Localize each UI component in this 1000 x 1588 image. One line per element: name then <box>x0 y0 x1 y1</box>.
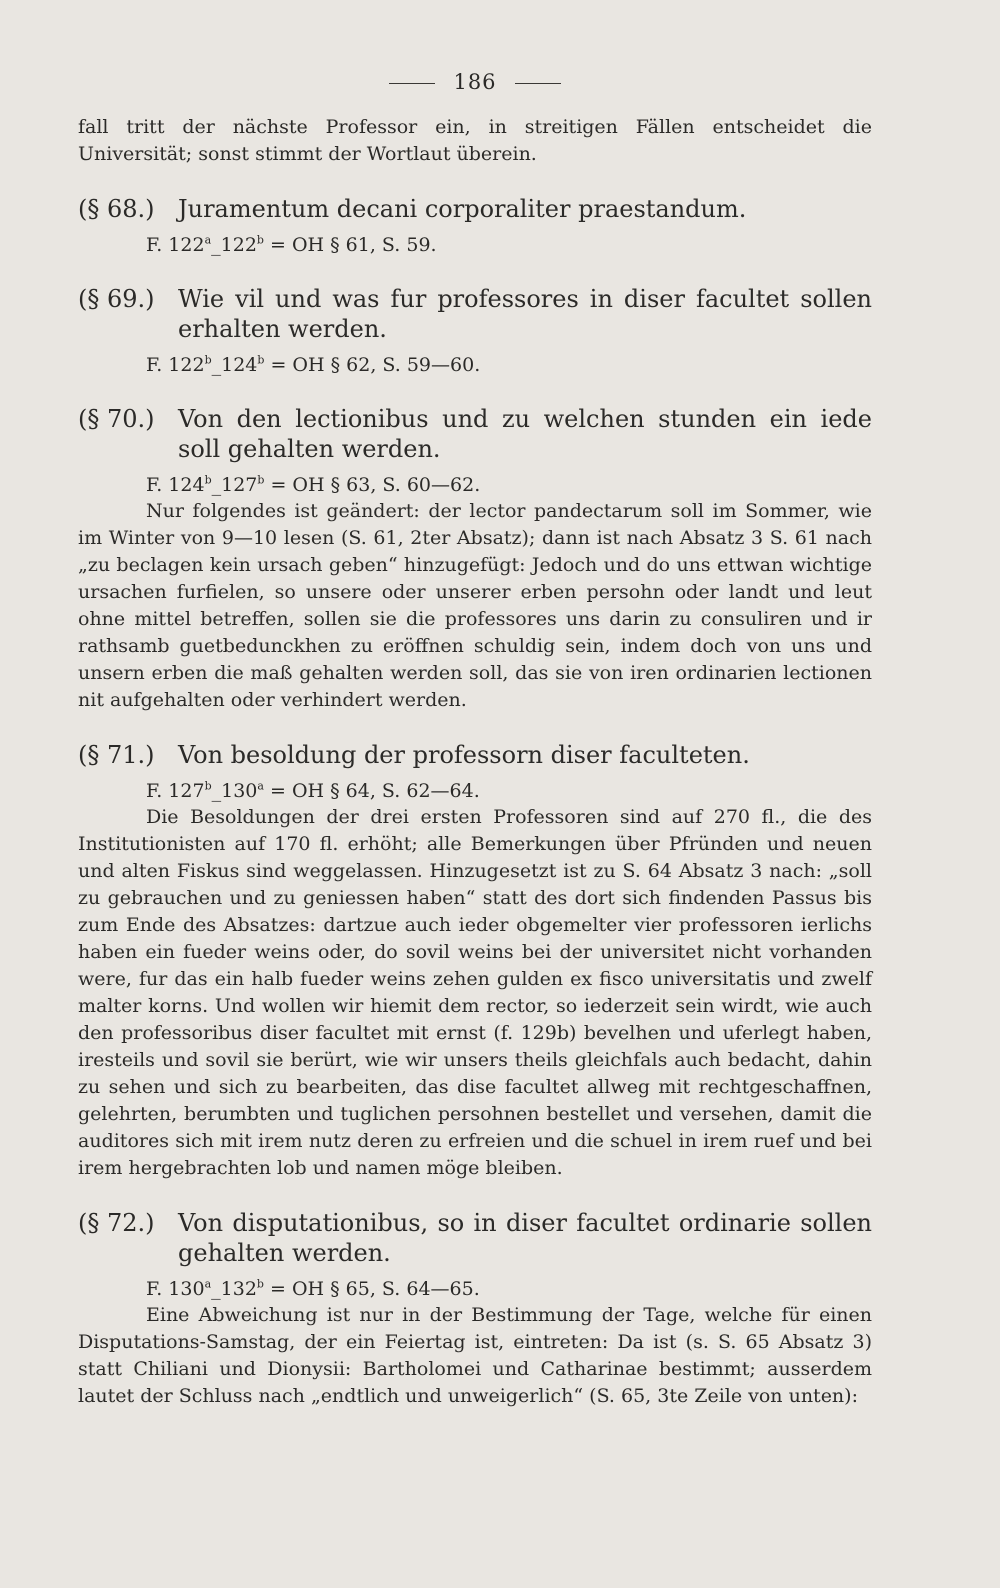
ref-sup-b: b <box>256 1277 264 1291</box>
section-heading <box>78 1208 872 1268</box>
ref-sup-a: a <box>204 1277 212 1291</box>
ref-prefix: F. 127 <box>146 780 205 802</box>
section-title: Von besoldung der professorn diser faculteten. <box>178 741 750 769</box>
section-body: Die Besoldungen der drei ersten Professoren sind auf 270 fl., die des Institutionisten auf 170 fl. erhöht; alle Bemerkungen über Pfründen und neuen und alten Fiskus sind weggelassen. Hinzugesetzt ist zu S. 64 Absatz 3 nach: „soll zu gebrauchen und zu geniessen haben“ statt des dort sich findenden Passus bis zum Ende des Absatzes: dartzue auch ieder obgemelter vier professoren ierlichs haben ein fueder weins oder, do sovil weins bei der universitet nicht vorhanden were, fur das ein halb fueder weins zehen gulden ex fisco universitatis und zwelf malter korns. Und wollen wir hiemit dem rector, so iederzeit sein wirdt, wie auch den professoribus diser facultet mit ernst (f. 129b) bevelhen und uferlegt haben, iresteils und sovil sie berürt, wie wir unsers theils gleichfals auch bedacht, dahin zu sehen und sich zu bearbeiten, das dise facultet allweg mit rechtgeschaffnen, gelehrten, berumbten und tuglichen persohnen bestellet und versehen, damit die auditores sich mit irem nutz deren zu erfreien und die schuel in irem ruef und bei irem hergebrachten lob und namen möge bleiben. <box>78 806 872 1179</box>
section-title: Von den lectionibus und zu welchen stunden ein iede soll gehalten werden. <box>178 405 872 463</box>
ref-suffix: = OH § 63, S. 60—62. <box>264 474 481 496</box>
ref-suffix: = OH § 62, S. 59—60. <box>264 354 481 376</box>
section-69 <box>78 284 872 378</box>
section-reference <box>146 1276 872 1302</box>
ref-prefix: F. 122 <box>146 354 205 376</box>
section-number: (§ 72.) <box>78 1209 155 1237</box>
section-heading <box>78 404 872 464</box>
section-reference <box>146 352 872 378</box>
ref-sup-b: b <box>256 233 264 247</box>
ref-suffix: = OH § 61, S. 59. <box>263 234 437 256</box>
section-title: Wie vil und was fur professores in diser facultet sollen erhalten werden. <box>178 285 872 343</box>
section-heading <box>78 194 872 224</box>
ref-sup-a: b <box>204 779 212 793</box>
ref-prefix: F. 130 <box>146 1278 205 1300</box>
ref-sup-a: a <box>204 233 212 247</box>
section-number: (§ 68.) <box>78 195 155 223</box>
ref-sup-b: b <box>257 353 265 367</box>
section-number: (§ 69.) <box>78 285 155 313</box>
ref-suffix: = OH § 65, S. 64—65. <box>263 1278 480 1300</box>
ref-prefix: F. 122 <box>146 234 205 256</box>
ref-sup-a: b <box>204 353 212 367</box>
ref-prefix: F. 124 <box>146 474 205 496</box>
section-71 <box>78 740 872 1182</box>
section-number: (§ 71.) <box>78 741 155 769</box>
ref-suffix: = OH § 64, S. 62—64. <box>263 780 480 802</box>
section-68 <box>78 194 872 258</box>
section-body: Eine Abweichung ist nur in der Bestimmung der Tage, welche für einen Disputations-Samstag, der ein Feiertag ist, eintreten: Da ist (s. S. 65 Absatz 3) statt Chiliani und Dionysii: Bartholomei und Catharinae bestimmt; ausserdem lautet der Schluss nach „endtlich und unweigerlich“ (S. 65, 3te Zeile von unten): <box>78 1304 872 1407</box>
section-reference <box>146 778 872 804</box>
ref-mid: _122 <box>211 234 257 256</box>
section-reference <box>146 232 872 258</box>
section-heading <box>78 284 872 344</box>
ref-mid: _124 <box>211 354 258 376</box>
section-reference <box>146 472 872 498</box>
section-title: Juramentum decani corporaliter praestandum. <box>178 195 747 223</box>
section-72 <box>78 1208 872 1410</box>
header-rule-right <box>515 83 561 84</box>
section-body: Nur folgendes ist geändert: der lector pandectarum soll im Sommer, wie im Winter von 9—10 lesen (S. 61, 2ter Absatz); dann ist nach Absatz 3 S. 61 nach „zu beclagen kein ursach geben“ hinzugefügt: Jedoch und do uns ettwan wichtige ursachen furfielen, so unsere oder unserer erben persohn oder landt und leut ohne mittel betreffen, sollen sie die professores uns darin zu consuliren und ir rathsamb guetbedunckhen zu eröffnen schuldig sein, indem doch von uns und unsern erben die maß gehalten werden soll, das sie von iren ordinarien lectionen nit aufgehalten oder verhindert werden. <box>78 500 872 711</box>
page-number: 186 <box>453 70 497 94</box>
section-heading <box>78 740 872 770</box>
section-70 <box>78 404 872 714</box>
section-title: Von disputationibus, so in diser facultet ordinarie sollen gehalten werden. <box>178 1209 872 1267</box>
ref-mid: _132 <box>211 1278 257 1300</box>
intro-paragraph: fall tritt der nächste Professor ein, in streitigen Fällen entscheidet die Universität; sonst stimmt der Wortlaut überein. <box>78 116 872 165</box>
ref-mid: _130 <box>211 780 258 802</box>
ref-mid: _127 <box>211 474 258 496</box>
header-rule-left <box>389 83 435 84</box>
section-number: (§ 70.) <box>78 405 155 433</box>
page-header <box>78 70 872 94</box>
ref-sup-a: b <box>204 473 212 487</box>
ref-sup-b: b <box>257 473 265 487</box>
ref-sup-b: a <box>257 779 264 793</box>
